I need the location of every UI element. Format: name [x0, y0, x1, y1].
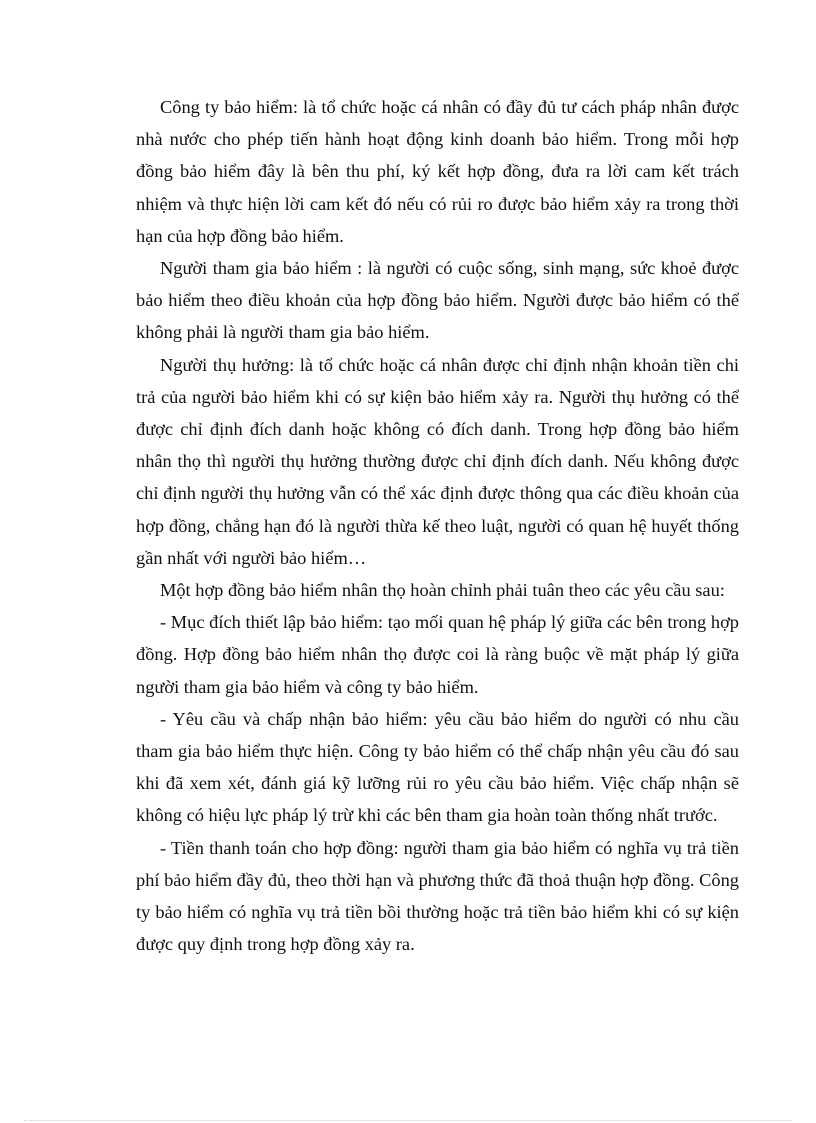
paragraph-beneficiary: Người thụ hưởng: là tổ chức hoặc cá nhân được chỉ định nhận khoản tiền chi trả của người bảo hiểm khi có sự kiện bảo hiểm xảy ra. Người thụ hưởng có thể được chỉ định đích danh hoặc không có đích danh. Trong hợp đồng bảo hiểm nhân thọ thì người thụ hưởng thường được chỉ định đích danh. Nếu không được chỉ định người thụ hưởng vẫn có thể xác định được thông qua các điều khoản của hợp đồng, chẳng hạn đó là người thừa kế theo luật, người có quan hệ huyết thống gần nhất với người bảo hiểm…: [136, 354, 739, 568]
paragraph-purpose: - Mục đích thiết lập bảo hiểm: tạo mối quan hệ pháp lý giữa các bên trong hợp đồng. Hợp đồng bảo hiểm nhân thọ được coi là ràng buộc về mặt pháp lý giữa người tham gia bảo hiểm và công ty bảo hiểm.: [136, 612, 739, 697]
paragraph-contract-requirements: Một hợp đồng bảo hiểm nhân thọ hoàn chỉnh phải tuân theo các yêu cầu sau:: [160, 580, 725, 601]
paragraph-insurance-company: Công ty bảo hiểm: là tổ chức hoặc cá nhân có đầy đủ tư cách pháp nhân được nhà nước cho phép tiến hành hoạt động kinh doanh bảo hiểm. Trong mỗi hợp đồng bảo hiểm đây là bên thu phí, ký kết hợp đồng, đưa ra lời cam kết trách nhiệm và thực hiện lời cam kết đó nếu có rủi ro được bảo hiểm xảy ra trong thời hạn của hợp đồng bảo hiểm.: [136, 97, 739, 246]
page-bottom-divider: [24, 1120, 792, 1121]
document-body: [136, 91, 739, 960]
paragraph-request-acceptance: - Yêu cầu và chấp nhận bảo hiểm: yêu cầu bảo hiểm do người có nhu cầu tham gia bảo hiểm thực hiện. Công ty bảo hiểm có thể chấp nhận yêu cầu đó sau khi đã xem xét, đánh giá kỹ lưỡng rủi ro yêu cầu bảo hiểm. Việc chấp nhận sẽ không có hiệu lực pháp lý trừ khi các bên tham gia hoàn toàn thống nhất trước.: [136, 708, 739, 826]
paragraph-insured-participant: Người tham gia bảo hiểm : là người có cuộc sống, sinh mạng, sức khoẻ được bảo hiểm theo điều khoản của hợp đồng bảo hiểm. Người được bảo hiểm có thể không phải là người tham gia bảo hiểm.: [136, 258, 739, 343]
paragraph-payment: - Tiền thanh toán cho hợp đồng: người tham gia bảo hiểm có nghĩa vụ trả tiền phí bảo hiểm đầy đủ, theo thời hạn và phương thức đã thoả thuận hợp đồng. Công ty bảo hiểm có nghĩa vụ trả tiền bồi thường hoặc trả tiền bảo hiểm khi có sự kiện được quy định trong hợp đồng xảy ra.: [136, 837, 739, 955]
